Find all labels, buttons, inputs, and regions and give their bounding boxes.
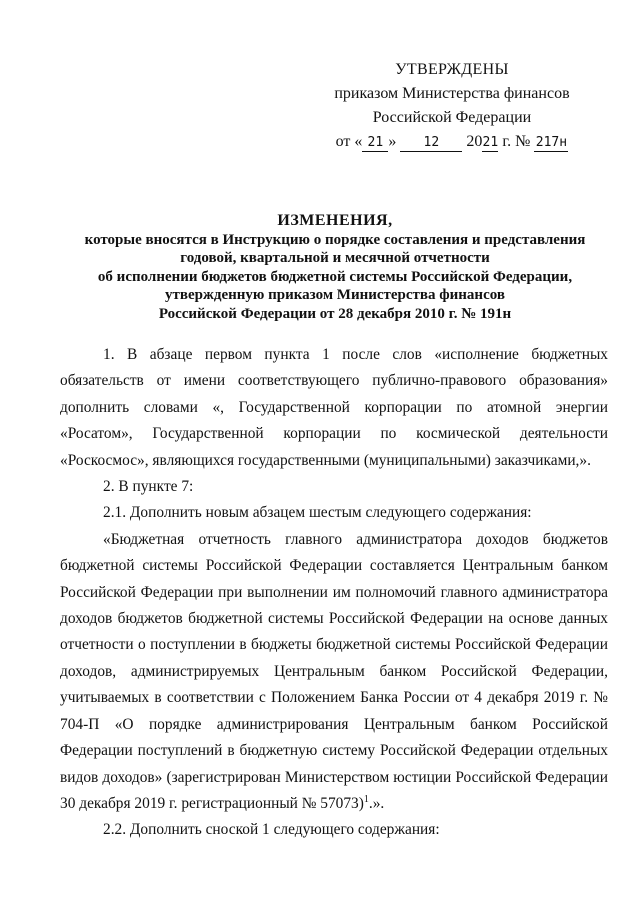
- title-line-3: об исполнении бюджетов бюджетной системы Российской Федерации,: [97, 268, 573, 285]
- document-body: [60, 342, 608, 844]
- paragraph-quote: [60, 527, 608, 817]
- title-line-2: годовой, квартальной и месячной отчетности: [180, 250, 490, 266]
- date-prefix: от «: [335, 133, 363, 150]
- approval-block: [322, 58, 582, 154]
- document-title: [70, 212, 600, 323]
- paragraph-2-1: 2.1. Дополнить новым абзацем шестым следующего содержания:: [103, 504, 532, 522]
- title-line-1: которые вносятся в Инструкцию о порядке составления и представления: [84, 231, 586, 248]
- approval-line-2: Российской Федерации: [372, 109, 532, 126]
- date-mid: »: [388, 133, 397, 150]
- quote-text: «Бюджетная отчетность главного администратора доходов бюджетов бюджетной системы Российской Федерации составляется Центральным банком Российской Федерации при выполнении им полномочий главного администратора доходов бюджетов бюджетной системы Российской Федерации на основе данных отчетности о поступлении в бюджеты бюджетной системы Российской Федерации доходов, администрируемых Центральным банком Российской Федерации, учитываемых в соответствии с Положением Банка России от 4 декабря 2019 г. № 704-П «О порядке администрирования Центральным банком Российской Федерации поступлений в бюджетную систему Российской Федерации отдельных видов доходов» (зарегистрирован Министерством юстиции Российской Федерации 30 декабря 2019 г. регистрационный № 57073): [60, 530, 608, 812]
- approval-heading: УТВЕРЖДЕНЫ: [395, 61, 509, 78]
- paragraph-1: 1. В абзаце первом пункта 1 после слов «исполнение бюджетных обязательств от имени соответствующего публично-правового образования» дополнить словами «, Государственной корпорации по атомной энергии «Росатом», Государственной корпорации по космической деятельности «Роскосмос», являющихся государственными (муниципальными) заказчиками,».: [60, 346, 608, 469]
- paragraph-2-2: 2.2. Дополнить сноской 1 следующего содержания:: [103, 821, 440, 839]
- handwritten-year: 21: [482, 135, 499, 150]
- year-prefix: 20: [466, 133, 483, 150]
- approval-line-1: приказом Министерства финансов: [334, 85, 570, 102]
- title-line-4: утвержденную приказом Министерства финансов: [165, 287, 505, 303]
- handwritten-order-number: 217н: [535, 135, 568, 150]
- handwritten-month: 12: [400, 135, 462, 152]
- approval-date-line: [322, 130, 582, 154]
- footnote-mark: 1: [363, 793, 369, 805]
- number-prefix: г. №: [502, 133, 531, 150]
- paragraph-2: 2. В пункте 7:: [103, 478, 194, 496]
- quote-end: .».: [368, 794, 385, 812]
- title-main: ИЗМЕНЕНИЯ,: [277, 212, 393, 229]
- title-line-5: Российской Федерации от 28 декабря 2010 г. № 191н: [158, 305, 512, 322]
- handwritten-day: 21: [362, 135, 388, 152]
